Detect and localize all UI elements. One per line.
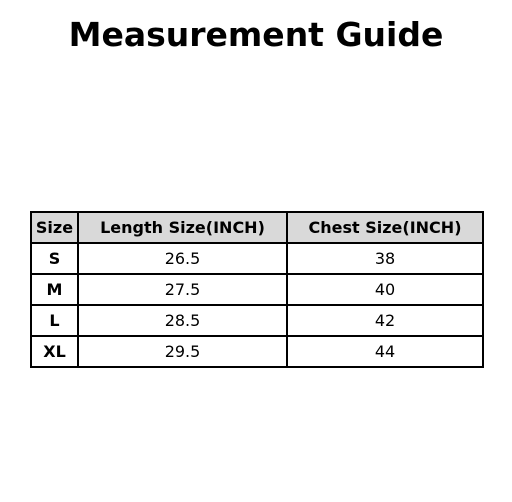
chest-cell: 40 xyxy=(287,274,483,305)
chest-cell: 38 xyxy=(287,243,483,274)
column-header-length: Length Size(INCH) xyxy=(78,212,287,243)
length-cell: 27.5 xyxy=(78,274,287,305)
size-cell: M xyxy=(31,274,78,305)
size-cell: L xyxy=(31,305,78,336)
chest-cell: 42 xyxy=(287,305,483,336)
column-header-size: Size xyxy=(31,212,78,243)
size-chart-table xyxy=(30,211,484,368)
length-cell: 26.5 xyxy=(78,243,287,274)
table-row xyxy=(31,336,483,367)
table-row xyxy=(31,243,483,274)
table-header-row xyxy=(31,212,483,243)
column-header-chest: Chest Size(INCH) xyxy=(287,212,483,243)
page-title: Measurement Guide xyxy=(68,15,444,54)
table-row xyxy=(31,305,483,336)
length-cell: 29.5 xyxy=(78,336,287,367)
chest-cell: 44 xyxy=(287,336,483,367)
size-cell: XL xyxy=(31,336,78,367)
size-cell: S xyxy=(31,243,78,274)
table-row xyxy=(31,274,483,305)
length-cell: 28.5 xyxy=(78,305,287,336)
